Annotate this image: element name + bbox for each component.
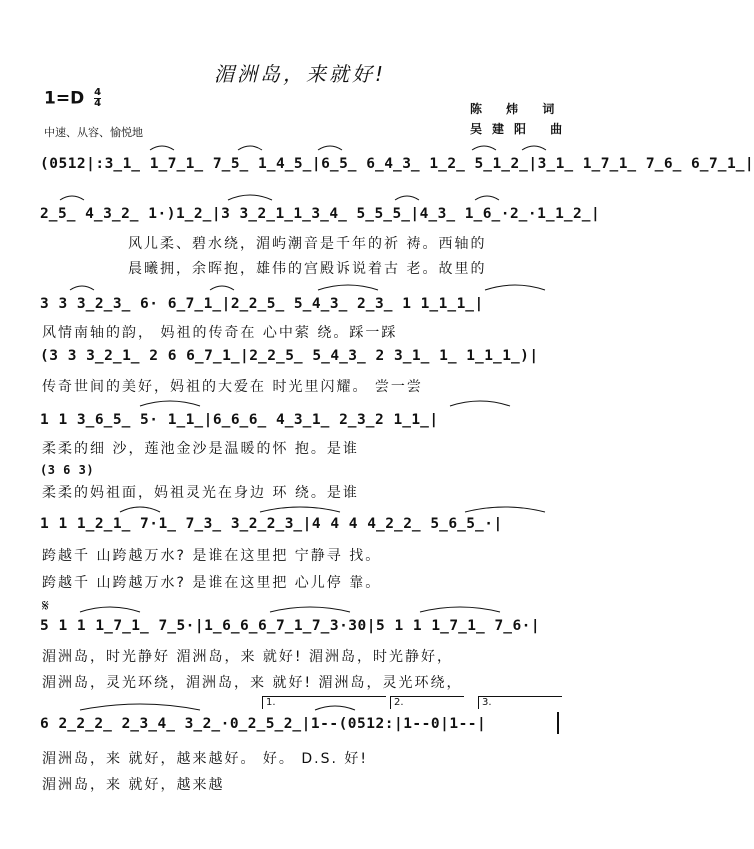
volta-2: 2. (390, 696, 464, 709)
lyric-line-2a: 风儿柔、碧水绕，湄屿潮音是千年的祈 祷。西轴的 (128, 236, 487, 252)
triplet-slur (475, 196, 499, 200)
lyric-line-8a: 湄洲岛，时光静好 湄洲岛，来 就好! 湄洲岛，时光静好， (42, 649, 453, 665)
lyric-line-9a: 湄洲岛，来 就好，越来越好。 好。 D.S. 好! (42, 751, 368, 767)
slur (228, 195, 272, 200)
lyric-line-2b: 晨曦拥，余晖抱，雄伟的宫殿诉说着古 老。故里的 (128, 261, 487, 277)
slur (80, 607, 140, 612)
slur (120, 507, 160, 512)
triplet-slur (318, 146, 342, 150)
staff-line-2: 2̲5̲ 4̲3̲2̲ 1·)1̲2̲|3 3̲2̲1̲1̲3̲4̲ 5̲5̲5̲|4̲3̲ 1̲6̲·2̲·1̲1̲2̲| (40, 206, 601, 222)
lyric-line-3: 风情南轴的韵， 妈祖的传奇在 心中萦 绕。踩一踩 (42, 325, 398, 341)
lyric-line-7b: 跨越千 山跨越万水? 是谁在这里把 心儿停 靠。 (42, 575, 382, 591)
staff-line-4: (3 3 3̲2̲1̲ 2 6 6̲7̲1̲|2̲2̲5̲ 5̲4̲3̲ 2 3̲1̲ 1̲ 1̲1̲1̲)| (40, 348, 539, 364)
volta-3: 3. (478, 696, 562, 709)
composer-credit: 吴建阳 曲 (470, 122, 573, 136)
lyric-line-4: 传奇世间的美好，妈祖的大爱在 时光里闪耀。 尝一尝 (42, 379, 423, 395)
staff-line-5: 1 1 3̲6̲5̲ 5· 1̲1̲|6̲6̲6̲ 4̲3̲1̲ 2̲3̲2 1̲1̲| (40, 412, 439, 428)
slur (80, 704, 200, 710)
slur (260, 507, 340, 512)
slur (465, 507, 545, 512)
triplet-slur (472, 146, 496, 150)
slur (450, 401, 510, 406)
volta-1: 1. (262, 696, 386, 709)
lyric-line-5: 柔柔的细 沙，莲池金沙是温暖的怀 抱。是谁 (42, 441, 359, 457)
staff-line-9: 6 2̲2̲2̲ 2̲3̲4̲ 3̲2̲·0̲2̲5̲2̲|1--(0512:|1--0|1--| (40, 716, 487, 732)
lyric-line-7a: 跨越千 山跨越万水? 是谁在这里把 宁静寻 找。 (42, 548, 382, 564)
segno-sign: 𝄋 (42, 596, 49, 615)
staff-line-6: (3 6 3) (40, 463, 95, 477)
triplet-slur (395, 196, 419, 200)
slur (485, 285, 545, 290)
lyric-line-6: 柔柔的妈祖面，妈祖灵光在身边 环 绕。是谁 (42, 485, 359, 501)
staff-line-7: 1 1 1̲2̲1̲ 7·1̲ 7̲3̲ 3̲2̲2̲3̲|4 4 4 4̲2̲2̲ 5̲6̲5̲·| (40, 516, 503, 532)
staff-line-8: 5 1 1 1̲7̲1̲ 7̲5·|1̲6̲6̲6̲7̲1̲7̲3·30|5 1 1 1̲7̲1̲ 7̲6·| (40, 618, 541, 634)
triplet-slur (70, 286, 94, 290)
lyric-line-9b: 湄洲岛，来 就好，越来越 (42, 777, 225, 793)
tempo-marking: 中速、从容、愉悦地 (44, 126, 143, 139)
triplet-slur (522, 146, 546, 150)
key-label: 1=D (44, 88, 85, 109)
triplet-slur (150, 146, 174, 150)
triplet-slur (210, 286, 234, 290)
slur (270, 607, 350, 612)
lyric-line-8b: 湄洲岛，灵光环绕，湄洲岛，来 就好! 湄洲岛，灵光环绕， (42, 675, 463, 691)
staff-line-3: 3 3 3̲2̲3̲ 6· 6̲7̲1̲|2̲2̲5̲ 5̲4̲3̲ 2̲3̲ 1 1̲1̲1̲| (40, 296, 484, 312)
triplet-slur (60, 196, 84, 200)
triplet-slur (315, 706, 355, 710)
triplet-slur (238, 146, 262, 150)
staff-line-1: (0512|:3̲1̲ 1̲7̲1̲ 7̲5̲ 1̲4̲5̲|6̲5̲ 6̲4̲3̲ 1̲2̲ 5̲1̲2̲|3̲1̲ 1̲7̲1̲ 7̲6̲ 6̲7̲1̲| (40, 156, 754, 172)
slur (318, 285, 378, 290)
slur (140, 401, 200, 406)
meter-top: 4 (94, 87, 102, 98)
page-title: 湄洲岛，来就好! (213, 62, 387, 86)
lyricist-credit: 陈 炜 词 (470, 102, 565, 116)
slur (420, 607, 500, 612)
meter-bottom: 4 (94, 98, 102, 109)
